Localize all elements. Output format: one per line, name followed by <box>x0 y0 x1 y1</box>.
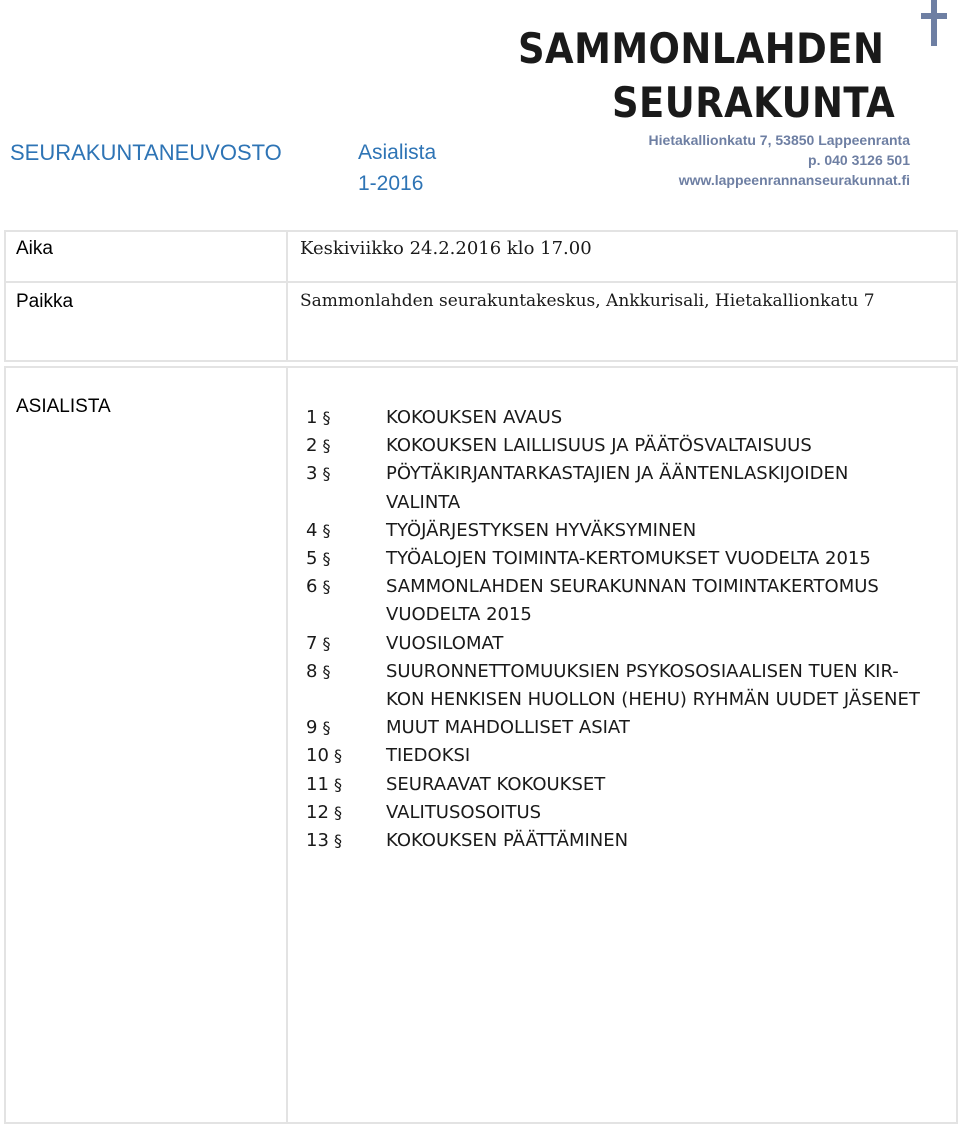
agenda-item <box>306 545 956 573</box>
agenda-item <box>306 404 956 432</box>
agenda-item-title: VUODELTA 2015 <box>386 604 532 626</box>
agenda-item-number-value: 13 <box>306 830 329 852</box>
time-label: Aika <box>16 238 53 259</box>
agenda-item-title: KON HENKISEN HUOLLON (HEHU) RYHMÄN UUDET JÄSENET <box>386 689 920 711</box>
agenda-item-title: VUOSILOMAT <box>386 632 504 654</box>
agenda-item-number-value: 3 <box>306 463 318 485</box>
document-body-name: SEURAKUNTANEUVOSTO <box>10 140 282 165</box>
agenda-item <box>306 489 956 517</box>
cross-icon <box>918 0 950 48</box>
agenda-item-title: KOKOUKSEN PÄÄTTÄMINEN <box>386 830 629 852</box>
agenda-label: ASIALISTA <box>16 396 111 417</box>
section-sign: § <box>317 633 331 653</box>
table-divider <box>286 230 288 362</box>
logo-text-line1: SAMMONLAHDEN <box>518 24 885 73</box>
section-sign: § <box>317 464 331 484</box>
table-divider <box>286 366 288 1124</box>
agenda-item-number-value: 1 <box>306 407 318 428</box>
agenda-item-number <box>306 686 386 714</box>
agenda-item-number-value: 8 <box>306 660 318 682</box>
time-value: Keskiviikko 24.2.2016 klo 17.00 <box>300 238 592 259</box>
agenda-item-number <box>306 517 386 545</box>
agenda-item-number-value: 5 <box>306 548 318 570</box>
agenda-item-title: KOKOUKSEN LAILLISUUS JA PÄÄTÖSVALTAISUUS <box>386 435 812 457</box>
agenda-item-number-value: 4 <box>306 519 318 541</box>
agenda-item-number <box>306 630 386 658</box>
agenda-list <box>306 404 956 855</box>
agenda-item-title: VALINTA <box>386 491 461 513</box>
agenda-item-number <box>306 573 386 601</box>
agenda-item <box>306 658 956 686</box>
agenda-item-number-value: 2 <box>306 435 318 457</box>
agenda-item-title: TYÖALOJEN TOIMINTA-KERTOMUKSET VUODELTA 2015 <box>386 548 871 570</box>
agenda-item <box>306 742 956 770</box>
section-sign: § <box>317 718 331 738</box>
agenda-item <box>306 827 956 855</box>
agenda-item <box>306 460 956 488</box>
place-label: Paikka <box>16 291 74 312</box>
agenda-item-title: MUUT MAHDOLLISET ASIAT <box>386 717 630 739</box>
section-sign: § <box>328 746 342 766</box>
agenda-item-number <box>306 799 386 827</box>
document-number: 1-2016 <box>358 172 424 195</box>
agenda-item-number <box>306 827 386 855</box>
agenda-item-number-value: 10 <box>306 745 329 767</box>
logo-text-line2: SEURAKUNTA <box>612 78 896 127</box>
place-value: Sammonlahden seurakuntakeskus, Ankkurisali, Hietakallionkatu 7 <box>300 291 875 311</box>
parish-address: Hietakallionkatu 7, 53850 Lappeenranta <box>648 132 910 148</box>
section-sign: § <box>328 802 342 822</box>
section-sign: § <box>328 774 342 794</box>
agenda-item-number <box>306 432 386 460</box>
agenda-item <box>306 601 956 629</box>
section-sign: § <box>328 831 342 851</box>
agenda-item <box>306 799 956 827</box>
section-sign: § <box>317 577 331 597</box>
agenda-item-number-value: 7 <box>306 632 318 654</box>
agenda-item-title: SUURONNETTOMUUKSIEN PSYKOSOSIAALISEN TUEN KIR- <box>386 660 899 682</box>
agenda-item-number-value: 12 <box>306 801 329 823</box>
section-sign: § <box>317 549 331 569</box>
agenda-item-title: VALITUSOSOITUS <box>386 801 542 823</box>
agenda-item-title: PÖYTÄKIRJANTARKASTAJIEN JA ÄÄNTENLASKIJOIDEN <box>386 463 849 485</box>
agenda-item-number <box>306 404 386 432</box>
document-type: Asialista <box>358 141 437 164</box>
agenda-item <box>306 630 956 658</box>
agenda-item-number-value: 9 <box>306 717 318 739</box>
agenda-item <box>306 686 956 714</box>
agenda-item-number <box>306 545 386 573</box>
agenda-item-number-value: 11 <box>306 773 329 795</box>
section-sign: § <box>317 408 331 427</box>
parish-website: www.lappeenrannanseurakunnat.fi <box>678 172 910 188</box>
agenda-item-number <box>306 742 386 770</box>
agenda-item-title: KOKOUKSEN AVAUS <box>386 407 563 428</box>
agenda-item <box>306 714 956 742</box>
agenda-item <box>306 573 956 601</box>
agenda-item-title: SEURAAVAT KOKOUKSET <box>386 773 606 795</box>
agenda-item-number <box>306 489 386 517</box>
table-divider <box>4 281 958 283</box>
agenda-item-number <box>306 460 386 488</box>
agenda-item-number <box>306 771 386 799</box>
agenda-item <box>306 771 956 799</box>
agenda-item-number <box>306 658 386 686</box>
agenda-item-title: TYÖJÄRJESTYKSEN HYVÄKSYMINEN <box>386 519 697 541</box>
agenda-item-number-value: 6 <box>306 576 318 598</box>
section-sign: § <box>317 520 331 540</box>
agenda-item-title: TIEDOKSI <box>386 745 471 767</box>
agenda-item-title: SAMMONLAHDEN SEURAKUNNAN TOIMINTAKERTOMUS <box>386 576 879 598</box>
agenda-item <box>306 432 956 460</box>
agenda-item-number <box>306 714 386 742</box>
section-sign: § <box>317 436 331 456</box>
agenda-item-number <box>306 601 386 629</box>
parish-phone: p. 040 3126 501 <box>808 152 910 168</box>
section-sign: § <box>317 661 331 681</box>
agenda-item <box>306 517 956 545</box>
